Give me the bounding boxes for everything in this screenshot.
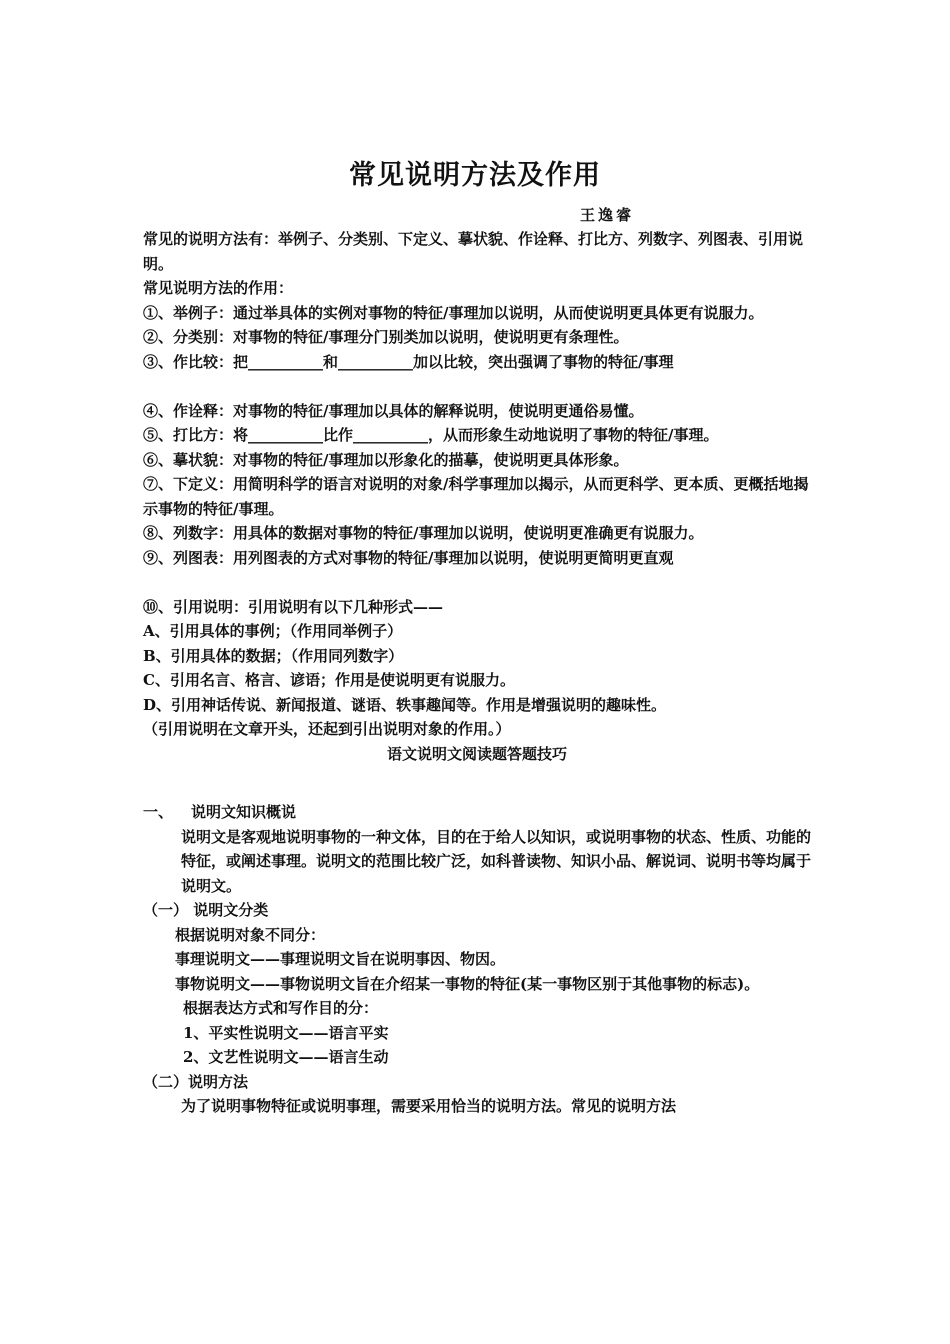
method-item: ⑦、下定义：用简明科学的语言对说明的对象/科学事理加以揭示，从而更科学、更本质、更概括地揭示事物的特征/事理。 xyxy=(143,475,809,518)
section-paragraph: 说明文是客观地说明事物的一种文体，目的在于给人以知识，或说明事物的状态、性质、功能的特征，或阐述事理。说明文的范围比较广泛，如科普读物、知识小品、解说词、说明书等均属于说明文。 xyxy=(181,827,812,895)
section-heading-text: 说明文知识概说 xyxy=(191,803,297,821)
intro-paragraph: 常见的说明方法有：举例子、分类别、下定义、摹状貌、作诠释、打比方、列数字、列图表、引用说明。 xyxy=(143,230,804,273)
subsection-heading: （二）说明方法 xyxy=(143,1072,249,1091)
method-item: ⑤、打比方：将__________比作__________，从而形象生动地说明了事物的特征/事理。 xyxy=(143,426,719,444)
intro-heading: 常见说明方法的作用： xyxy=(143,279,294,297)
document-title: 常见说明方法及作用 xyxy=(349,160,601,191)
category-line: 根据表达方式和写作目的分： xyxy=(183,999,379,1017)
quote-item: C、引用名言、格言、谚语；作用是使说明更有说服力。 xyxy=(143,671,515,689)
subsection-heading: （一） 说明文分类 xyxy=(143,901,269,919)
blank-line xyxy=(143,374,811,399)
method-item: ②、分类别：对事物的特征/事理分门别类加以说明，使说明更有条理性。 xyxy=(143,328,629,346)
category-line: 事理说明文——事理说明文旨在说明事因、物因。 xyxy=(175,950,506,968)
blank-line xyxy=(143,766,811,800)
method-item: ⑥、摹状貌：对事物的特征/事理加以形象化的描摹，使说明更具体形象。 xyxy=(143,450,629,469)
method-item: ⑩、引用说明：引用说明有以下几种形式—— xyxy=(143,597,444,616)
method-item: ①、举例子：通过举具体的实例对事物的特征/事理加以说明，从而使说明更具体更有说服力。 xyxy=(143,303,764,322)
blank-line xyxy=(143,570,811,595)
quote-item: B、引用具体的数据；（作用同列数字） xyxy=(143,646,404,665)
category-line: 根据说明对象不同分： xyxy=(175,925,326,944)
method-item: ⑧、列数字：用具体的数据对事物的特征/事理加以说明，使说明更准确更有说服力。 xyxy=(143,524,704,542)
category-item: 2、文艺性说明文——语言生动 xyxy=(183,1048,389,1066)
section-number: 一、 xyxy=(143,803,174,821)
quote-item: A、引用具体的事例；（作用同举例子） xyxy=(143,622,403,640)
document-body xyxy=(143,227,811,1119)
section-heading xyxy=(143,800,811,825)
quote-note: （引用说明在文章开头，还起到引出说明对象的作用。） xyxy=(143,720,511,738)
category-item: 1、平实性说明文——语言平实 xyxy=(183,1023,389,1042)
section-paragraph: 为了说明事物特征或说明事理，需要采用恰当的说明方法。常见的说明方法 xyxy=(181,1097,677,1115)
method-item: ④、作诠释：对事物的特征/事理加以具体的解释说明，使说明更通俗易懂。 xyxy=(143,401,644,420)
category-line: 事物说明文——事物说明文旨在介绍某一事物的特征(某一事物区别于其他事物的标志)。 xyxy=(175,974,760,993)
method-item: ③、作比较：把__________和__________加以比较，突出强调了事物的特征/事理 xyxy=(143,352,674,371)
author-name: 王逸睿 xyxy=(580,206,635,224)
section-subtitle: 语文说明文阅读题答题技巧 xyxy=(386,744,567,763)
quote-item: D、引用神话传说、新闻报道、谜语、轶事趣闻等。作用是增强说明的趣味性。 xyxy=(143,695,667,714)
method-item: ⑨、列图表：用列图表的方式对事物的特征/事理加以说明，使说明更简明更直观 xyxy=(143,548,674,567)
